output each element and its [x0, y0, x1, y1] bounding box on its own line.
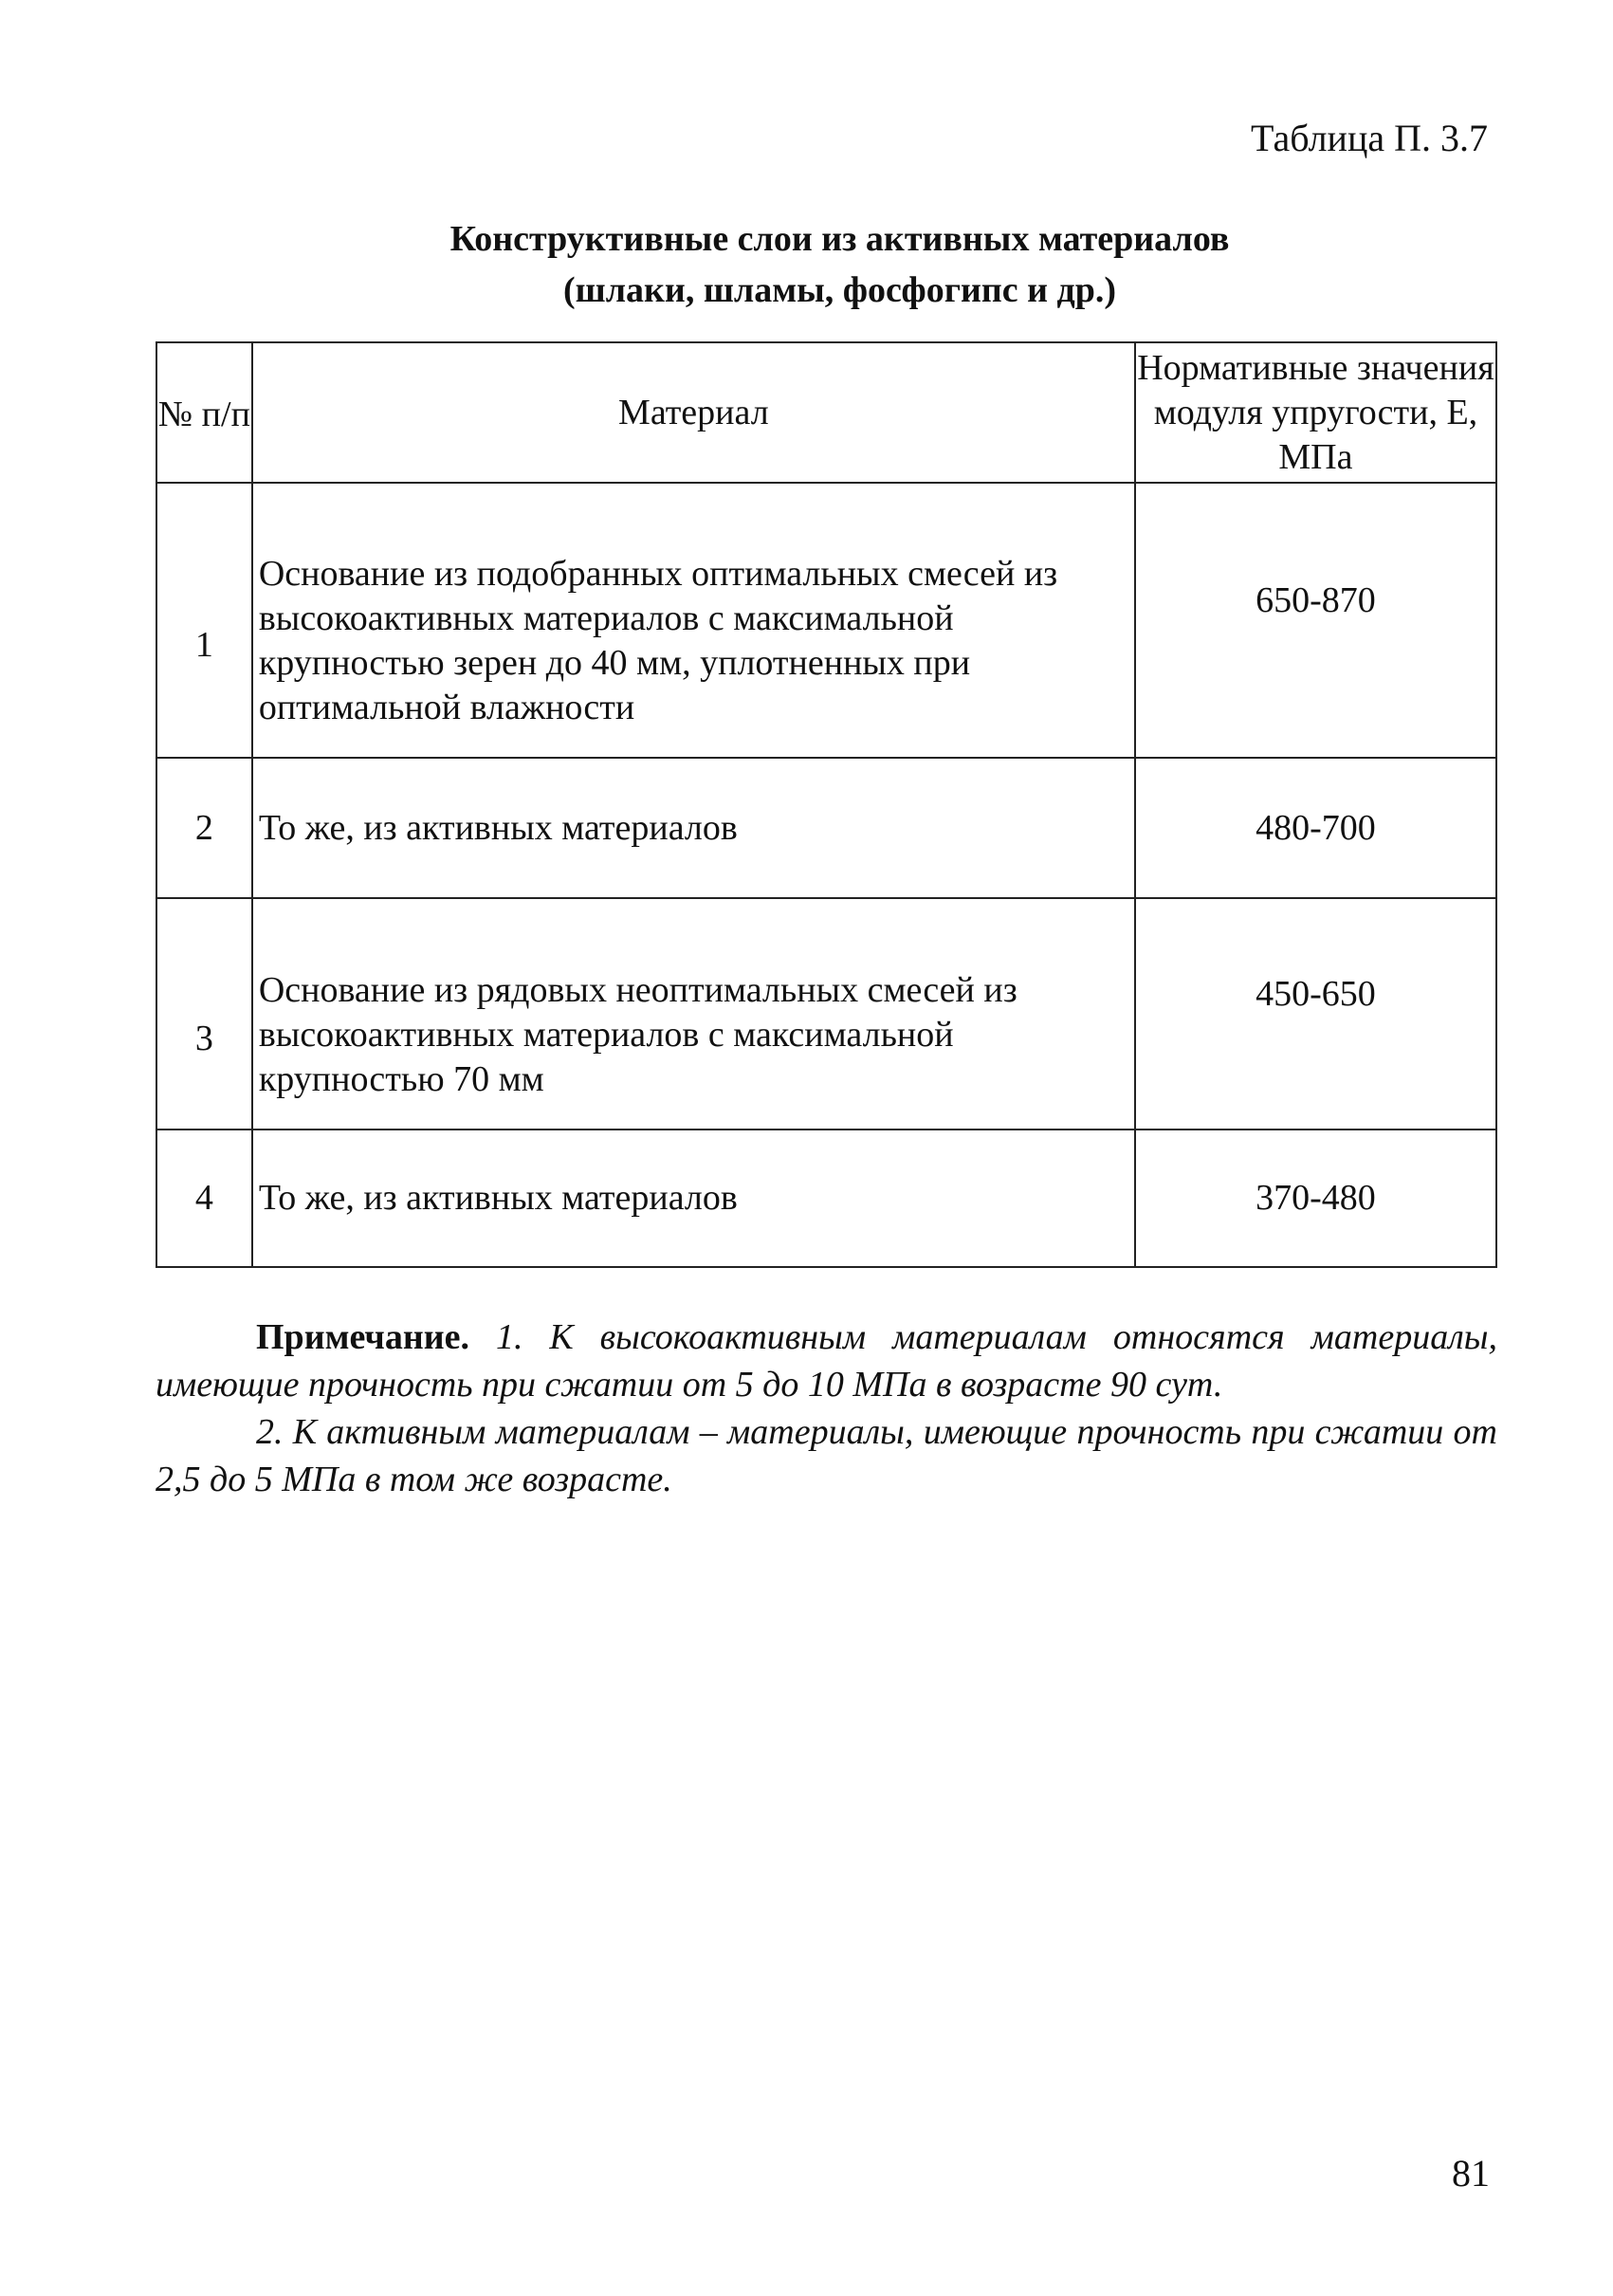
materials-table [156, 341, 1497, 1268]
table-title-line-1: Конструктивные слои из активных материалов [449, 219, 1230, 259]
row-number: 4 [156, 1130, 252, 1267]
table-row [156, 1130, 1496, 1267]
note-paragraph-1 [156, 1313, 1497, 1408]
row-number: 2 [156, 758, 252, 898]
table-row [156, 898, 1496, 1130]
row-material: То же, из активных материалов [252, 1130, 1135, 1267]
row-number: 3 [156, 898, 252, 1130]
note-paragraph-2 [156, 1408, 1497, 1503]
table-title-line-2: (шлаки, шламы, фосфогипс и др.) [562, 270, 1117, 310]
row-modulus-value: 370-480 [1135, 1130, 1496, 1267]
note-lead: Примечание. [256, 1317, 469, 1357]
table-row [156, 758, 1496, 898]
row-number: 1 [156, 483, 252, 758]
note-2-text: 2. К активным материалам – материалы, имеющие прочность при сжатии от 2,5 до 5 МПа в том же возрасте. [156, 1412, 1497, 1499]
header-modulus-value: Нормативные значения модуля упругости, Е, МПа [1135, 342, 1496, 483]
header-number: № п/п [156, 342, 252, 483]
row-material: Основание из рядовых неоптимальных смесей из высокоактивных материалов с максимальной крупностью 70 мм [252, 898, 1135, 1130]
row-material: Основание из подобранных оптимальных смесей из высокоактивных материалов с максимальной крупностью зерен до 40 мм, уплотненных при оптимальной влажности [252, 483, 1135, 758]
table-number-label: Таблица П. 3.7 [1251, 117, 1488, 159]
row-modulus-value: 650-870 [1135, 483, 1496, 758]
table-row [156, 483, 1496, 758]
note-1-text: 1. К высокоактивным материалам относятся материалы, имеющие прочность при сжатии от 5 до 10 МПа в возрасте 90 сут. [156, 1317, 1497, 1405]
header-material: Материал [252, 342, 1135, 483]
row-modulus-value: 480-700 [1135, 758, 1496, 898]
table-notes [156, 1313, 1497, 1503]
row-modulus-value: 450-650 [1135, 898, 1496, 1130]
page-number: 81 [1452, 2152, 1490, 2195]
table-header-row [156, 342, 1496, 483]
row-material: То же, из активных материалов [252, 758, 1135, 898]
table-title [0, 213, 1613, 316]
